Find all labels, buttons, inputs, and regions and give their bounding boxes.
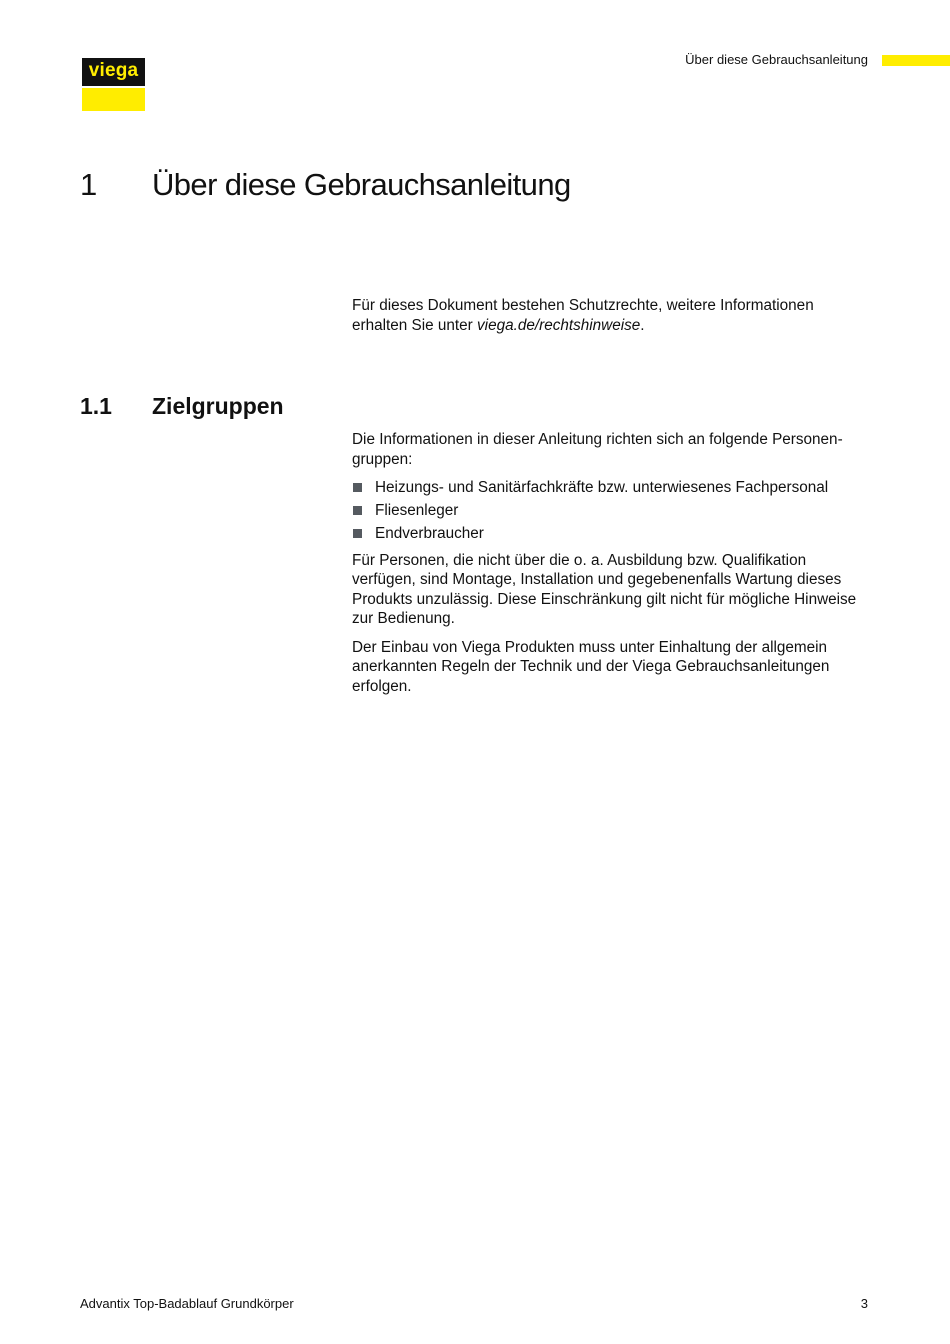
list-item-text: Heizungs- und Sanitärfachkräfte bzw. unterwiesenes Fachpersonal xyxy=(375,479,829,496)
intro-text: Für dieses Dokument bestehen Schutzrechte, weitere Informationen erhalten Sie unter xyxy=(352,297,814,334)
logo-yellow-band xyxy=(82,88,145,111)
square-bullet-icon xyxy=(353,529,362,538)
list-item xyxy=(352,501,872,521)
copyright-notice xyxy=(352,296,872,335)
section-lead: Die Informationen in dieser Anleitung richten sich an folgende Personengruppen: xyxy=(352,431,843,468)
page-number: 3 xyxy=(860,1296,868,1311)
target-group-list xyxy=(352,478,872,544)
section-body xyxy=(352,430,872,705)
list-item-text: Fliesenleger xyxy=(375,502,459,519)
list-item xyxy=(352,524,872,544)
chapter-title: Über diese Gebrauchsanleitung xyxy=(152,167,571,202)
legal-link[interactable]: viega.de/rechtshinweise xyxy=(477,316,641,334)
intro-period: . xyxy=(640,316,645,334)
list-item xyxy=(352,478,872,498)
section-title: Zielgruppen xyxy=(152,393,284,419)
qualification-paragraph: Für Personen, die nicht über die o. a. Ausbildung bzw. Qualifikation verfügen, sind Montage, Installation und gegebenenfalls Wartung dieses Produkts unzulässig. Diese Einschränkung gilt nicht für mögliche Hinweise zur Bedienung. xyxy=(352,551,857,627)
list-item-text: Endverbraucher xyxy=(375,525,484,542)
viega-logo xyxy=(82,58,145,111)
header-yellow-bar xyxy=(882,55,950,66)
logo-wordmark: viega xyxy=(82,58,145,86)
square-bullet-icon xyxy=(353,483,362,492)
section-number: 1.1 xyxy=(80,393,112,419)
installation-paragraph: Der Einbau von Viega Produkten muss unter Einhaltung der allgemein anerkannten Regeln der Technik und der Viega Gebrauchsanleitungen erfolgen. xyxy=(352,638,830,695)
footer-product-name: Advantix Top-Badablauf Grundkörper xyxy=(80,1296,294,1311)
square-bullet-icon xyxy=(353,506,362,515)
chapter-number: 1 xyxy=(80,167,97,202)
running-header: Über diese Gebrauchsanleitung xyxy=(685,52,868,67)
